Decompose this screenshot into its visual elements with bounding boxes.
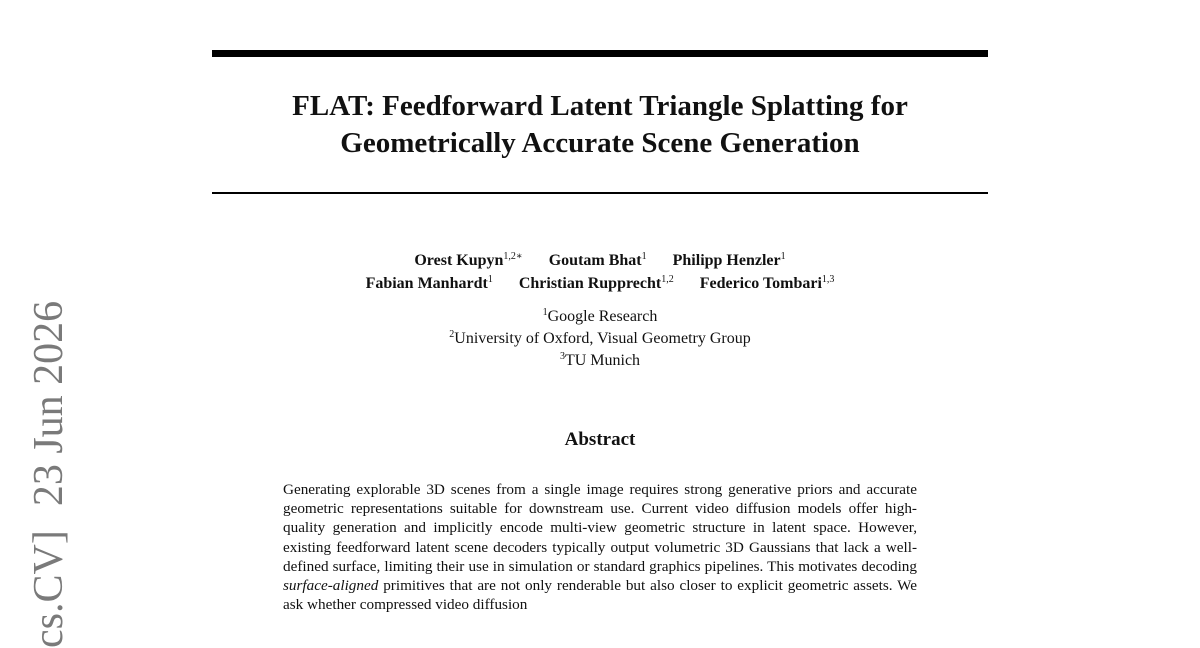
author (549, 249, 647, 272)
author-affil-marker: 1,3 (821, 274, 835, 285)
author-affil-marker: 1,2∗ (503, 251, 523, 262)
abstract-text (283, 480, 917, 614)
arxiv-category: cs.CV] (26, 530, 72, 648)
author-name: Fabian Manhardt (365, 275, 488, 292)
affil-name: Google Research (547, 308, 658, 325)
affiliation (212, 328, 988, 350)
abstract-heading: Abstract (564, 429, 636, 450)
author (519, 272, 674, 295)
title-rule (212, 192, 988, 194)
author-list (212, 249, 988, 295)
affiliation (212, 350, 988, 372)
title-line: FLAT: Feedforward Latent Triangle Splatting for (292, 90, 908, 122)
affil-name: University of Oxford, Visual Geometry Group (454, 330, 751, 347)
abstract-part: Generating explorable 3D scenes from a single image requires strong generative priors and accurate geometric representations suitable for downstream use. Current video diffusion models offer high-quality generation and implicitly encode multi-view geometric structure in latent space. However, existing feedforward latent scene decoders typically output volumetric 3D Gaussians that lack a well-defined surface, limiting their use in simulation or standard graphics pipelines. This motivates decoding (283, 481, 917, 575)
author-affil-marker: 1 (641, 251, 647, 262)
affiliation-list (212, 306, 988, 372)
author-line (212, 249, 988, 272)
author (414, 249, 522, 272)
author-name: Goutam Bhat (548, 252, 642, 269)
author-affil-marker: 1 (487, 274, 493, 285)
author (700, 272, 835, 295)
author (366, 272, 493, 295)
author-affil-marker: 1,2 (661, 274, 674, 285)
author-line (212, 272, 988, 295)
affil-marker: 3 (559, 351, 565, 362)
affil-name: TU Munich (564, 352, 641, 369)
affil-marker: 1 (542, 307, 548, 318)
paper-title (212, 88, 988, 162)
author-affil-marker: 1 (780, 251, 786, 262)
author-name: Christian Rupprecht (518, 275, 662, 292)
top-rule (212, 50, 988, 57)
author-name: Federico Tombari (699, 275, 822, 292)
arxiv-date: 23 Jun 2026 (26, 300, 72, 507)
affil-marker: 2 (449, 329, 455, 340)
author-name: Orest Kupyn (414, 252, 504, 269)
title-line: Geometrically Accurate Scene Generation (340, 127, 860, 159)
author (673, 249, 786, 272)
abstract-part: primitives that are not only renderable but also closer to explicit geometric assets. We ask whether compressed video diffusion (283, 577, 917, 614)
arxiv-stamp (28, 277, 70, 648)
author-name: Philipp Henzler (672, 252, 781, 269)
abstract-emphasis: surface-aligned (283, 577, 379, 595)
affiliation (212, 306, 988, 328)
